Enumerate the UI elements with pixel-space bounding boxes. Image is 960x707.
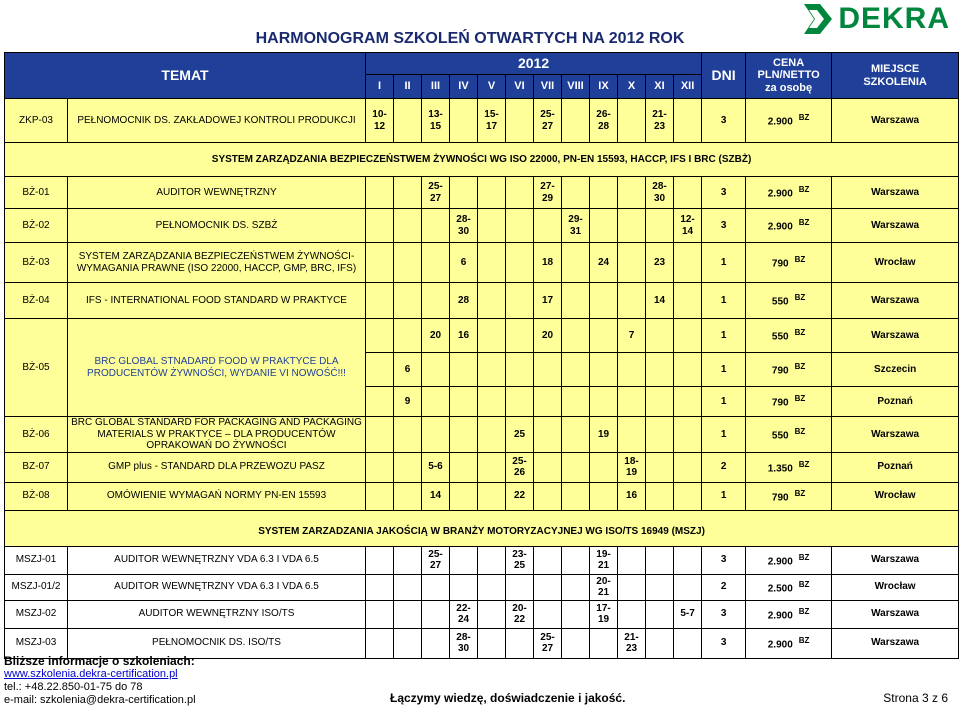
section-header: SYSTEM ZARZĄDZANIA BEZPIECZEŃSTWEM ŻYWNOŚCI WG ISO 22000, PN-EN 15593, HACCP, IFS I BRC (SZBŻ) — [5, 143, 959, 177]
header-cena: CENA PLN/NETTO za osobę — [746, 53, 832, 99]
table-row: BŻ-03 SYSTEM ZARZĄDZANIA BEZPIECZEŃSTWEM ŻYWNOŚCI-WYMAGANIA PRAWNE (ISO 22000, HACCP, GMP, BRC, IFS) 6 18 24 23 1 790 $^{BZ}$ Wrocław — [5, 243, 959, 283]
month-8: VIII — [562, 75, 590, 99]
month-11: XI — [646, 75, 674, 99]
table-row: BŻ-05 BRC GLOBAL STNADARD FOOD W PRAKTYCE DLA PRODUCENTÓW ŻYWNOŚCI, WYDANIE VI NOWOŚĆ!!! 20 16 20 7 1 550 $^{BZ}$ Warszawa — [5, 319, 959, 353]
website-link[interactable]: www.szkolenia.dekra-certification.pl — [4, 668, 178, 680]
month-4: IV — [450, 75, 478, 99]
header-temat: TEMAT — [5, 53, 366, 99]
footer-heading: Bliższe informacje o szkoleniach: — [4, 654, 195, 668]
header-dni: DNI — [702, 53, 746, 99]
page-title: HARMONOGRAM SZKOLEŃ OTWARTYCH NA 2012 ROK — [255, 30, 685, 47]
page-number: Strona 3 z 6 — [883, 691, 948, 705]
table-row: 9 1 790 $^{BZ}$ Poznań — [5, 387, 959, 417]
schedule-table — [4, 52, 959, 659]
table-row: BŻ-01 AUDITOR WEWNĘTRZNY 25- 27 27- 29 28- 30 3 2.900 $^{BZ}$ Warszawa — [5, 177, 959, 209]
table-row: BŻ-08 OMÓWIENIE WYMAGAŃ NORMY PN-EN 15593 14 22 16 1 790 $^{BZ}$ Wrocław — [5, 482, 959, 510]
month-7: VII — [534, 75, 562, 99]
dekra-logo-text: DEKRA — [838, 2, 950, 35]
header-year: 2012 — [366, 53, 702, 75]
table-row: BZ-07 GMP plus - STANDARD DLA PRZEWOZU PASZ 5-6 25- 26 18- 19 2 1.350 $^{BZ}$ Poznań — [5, 452, 959, 482]
month-3: III — [422, 75, 450, 99]
footer-info — [4, 655, 196, 707]
header-miejsce: MIEJSCE SZKOLENIA — [832, 53, 959, 99]
month-1: I — [366, 75, 394, 99]
table-row: MSZJ-03 PEŁNOMOCNIK DS. ISO/TS 28- 30 25- 27 21- 23 3 2.900 $^{BZ}$ Warszawa — [5, 628, 959, 658]
section-header: SYSTEM ZARZADZANIA JAKOŚCIĄ W BRANŻY MOTORYZACYJNEJ WG ISO/TS 16949 (MSZJ) — [5, 510, 959, 546]
dekra-logo-icon — [800, 2, 834, 36]
dekra-logo — [800, 2, 950, 36]
table-row: ZKP-03 PEŁNOMOCNIK DS. ZAKŁADOWEJ KONTROLI PRODUKCJI 10- 12 13- 15 15- 17 25- 27 26- 28 21- 23 3 2.900 $^{BZ}$ Warszawa — [5, 99, 959, 143]
table-row: 6 1 790 $^{BZ}$ Szczecin — [5, 353, 959, 387]
month-12: XII — [674, 75, 702, 99]
footer-slogan: Łączymy wiedzę, doświadczenie i jakość. — [390, 691, 626, 705]
table-row: BŻ-04 IFS - INTERNATIONAL FOOD STANDARD W PRAKTYCE 28 17 14 1 550 $^{BZ}$ Warszawa — [5, 283, 959, 319]
month-10: X — [618, 75, 646, 99]
table-row: MSZJ-01/2 AUDITOR WEWNĘTRZNY VDA 6.3 I VDA 6.5 20- 21 2 2.500 $^{BZ}$ Wrocław — [5, 574, 959, 600]
table-row: BŻ-06 BRC GLOBAL STANDARD FOR PACKAGING AND PACKAGING MATERIALS W PRAKTYCE – DLA PRODUCENTÓW OPRAKOWAŃ DO ŻYWNOŚCI 25 19 1 550 $^{BZ}$ Warszawa — [5, 417, 959, 453]
month-2: II — [394, 75, 422, 99]
footer-email: e-mail: szkolenia@dekra-certification.pl — [4, 694, 196, 706]
table-row: MSZJ-01 AUDITOR WEWNĘTRZNY VDA 6.3 I VDA 6.5 25- 27 23- 25 19- 21 3 2.900 $^{BZ}$ Warszawa — [5, 546, 959, 574]
table-row: BŻ-02 PEŁNOMOCNIK DS. SZBŻ 28- 30 29- 31 12- 14 3 2.900 $^{BZ}$ Warszawa — [5, 209, 959, 243]
month-6: VI — [506, 75, 534, 99]
month-9: IX — [590, 75, 618, 99]
month-5: V — [478, 75, 506, 99]
footer-phone: tel.: +48.22.850-01-75 do 78 — [4, 681, 143, 693]
table-row: MSZJ-02 AUDITOR WEWNĘTRZNY ISO/TS 22- 24 20- 22 17- 19 5-7 3 2.900 $^{BZ}$ Warszawa — [5, 600, 959, 628]
